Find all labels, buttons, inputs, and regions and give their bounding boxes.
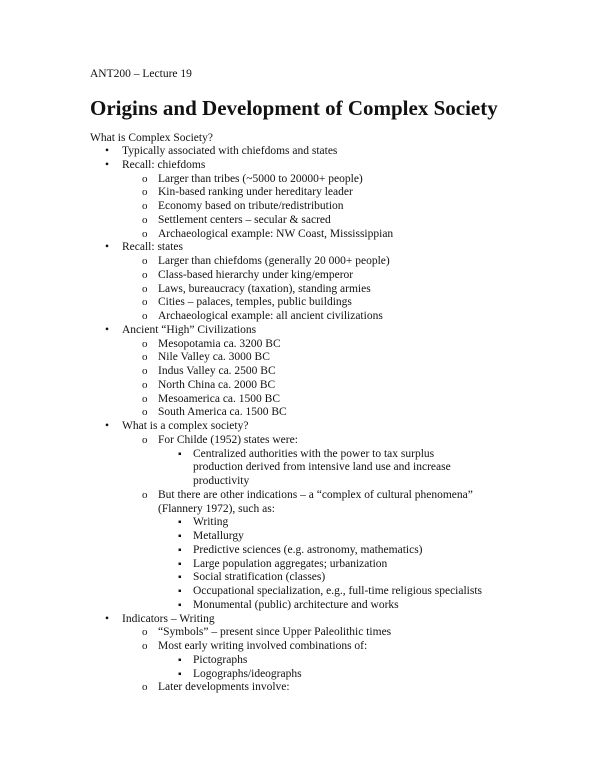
list-item-text: Recall: chiefdoms bbox=[122, 158, 206, 171]
bullet-icon: • bbox=[105, 323, 110, 336]
list-item-level-3 bbox=[178, 667, 302, 682]
list-item-text: Metallurgy bbox=[193, 530, 244, 542]
list-item-text: Logographs/ideographs bbox=[193, 667, 302, 680]
list-item-level-2 bbox=[142, 337, 281, 352]
list-item-level-3 bbox=[178, 585, 483, 599]
list-item-level-2 bbox=[142, 351, 270, 365]
list-item-level-2 bbox=[142, 626, 392, 640]
bullet-icon: o bbox=[142, 378, 148, 391]
list-item-level-2 bbox=[142, 378, 276, 393]
list-item-text: Monumental (public) architecture and works bbox=[193, 598, 399, 611]
list-item-text: Nile Valley ca. 3000 BC bbox=[158, 351, 270, 364]
list-item-text: Predictive sciences (e.g. astronomy, mathematics) bbox=[193, 543, 423, 556]
list-item-level-1 bbox=[105, 420, 249, 434]
list-item-level-2 bbox=[142, 255, 390, 269]
list-item-text: Ancient “High” Civilizations bbox=[122, 323, 257, 336]
bullet-icon: ▪ bbox=[178, 544, 182, 556]
list-item-level-1 bbox=[105, 612, 215, 627]
bullet-icon: o bbox=[142, 282, 148, 295]
list-item-level-3 bbox=[178, 543, 423, 558]
list-item-text: Indus Valley ca. 2500 BC bbox=[158, 365, 276, 377]
list-item-text: Economy based on tribute/redistribution bbox=[158, 200, 344, 212]
list-item-text: Larger than tribes (~5000 to 20000+ people) bbox=[158, 172, 363, 185]
bullet-icon: ▪ bbox=[178, 448, 182, 460]
list-item-text: Laws, bureaucracy (taxation), standing armies bbox=[158, 282, 371, 295]
bullet-icon: o bbox=[142, 626, 148, 639]
list-item-text: Archaeological example: NW Coast, Mississippian bbox=[158, 227, 394, 240]
list-item-text: Settlement centers – secular & sacred bbox=[158, 213, 331, 226]
list-item-level-2 bbox=[142, 488, 473, 503]
bullet-icon: ▪ bbox=[178, 654, 182, 666]
bullet-icon: ▪ bbox=[178, 531, 182, 542]
list-item-text: production derived from intensive land use and increase bbox=[193, 461, 451, 474]
list-item-level-1 bbox=[105, 145, 338, 159]
list-item-text: Large population aggregates; urbanization bbox=[193, 557, 388, 570]
list-item-text: For Childe (1952) states were: bbox=[158, 433, 298, 446]
list-item-level-2 bbox=[142, 200, 344, 214]
list-item-level-2 bbox=[142, 282, 371, 297]
list-item-text: North China ca. 2000 BC bbox=[158, 378, 276, 391]
bullet-icon: ▪ bbox=[178, 572, 182, 584]
list-item-text: South America ca. 1500 BC bbox=[158, 406, 287, 419]
list-item-level-3 bbox=[178, 447, 435, 462]
page-title: Origins and Development of Complex Society bbox=[90, 96, 498, 120]
bullet-icon: o bbox=[142, 365, 148, 377]
list-item-text: Class-based hierarchy under king/emperor bbox=[158, 268, 354, 281]
list-item-level-3 bbox=[178, 653, 248, 668]
bullet-icon: • bbox=[105, 145, 110, 157]
bullet-icon: o bbox=[142, 227, 148, 240]
list-item-text: Archaeological example: all ancient civilizations bbox=[158, 310, 383, 322]
list-item-text: Mesoamerica ca. 1500 BC bbox=[158, 392, 280, 405]
list-item-text: Later developments involve: bbox=[158, 681, 290, 694]
bullet-icon: ▪ bbox=[178, 668, 182, 680]
list-item-continuation bbox=[193, 475, 249, 489]
bullet-icon: o bbox=[142, 681, 148, 694]
bullet-icon: o bbox=[142, 406, 148, 419]
list-item-level-3 bbox=[178, 557, 388, 572]
list-item-text: Writing bbox=[193, 516, 229, 529]
list-item-text: Social stratification (classes) bbox=[193, 571, 326, 584]
list-item-level-2 bbox=[142, 365, 276, 379]
list-item-level-2 bbox=[142, 310, 383, 324]
list-item-level-3 bbox=[178, 530, 244, 544]
bullet-icon: ▪ bbox=[178, 586, 182, 597]
bullet-icon: o bbox=[142, 200, 148, 212]
bullet-icon: o bbox=[142, 351, 148, 364]
list-item-continuation bbox=[193, 461, 451, 475]
list-item-text: productivity bbox=[193, 475, 250, 487]
list-item-text: (Flannery 1972), such as: bbox=[158, 502, 275, 515]
list-item-level-1 bbox=[105, 158, 206, 173]
list-item-text: But there are other indications – a “complex of cultural phenomena” bbox=[158, 488, 473, 501]
bullet-icon: o bbox=[142, 337, 148, 350]
list-item-text: Indicators – Writing bbox=[122, 612, 215, 625]
list-item-text: Occupational specialization, e.g., full-time religious specialists bbox=[193, 585, 483, 597]
bullet-icon: ▪ bbox=[178, 517, 182, 529]
list-item-text: Kin-based ranking under hereditary leader bbox=[158, 186, 353, 199]
bullet-icon: • bbox=[105, 612, 110, 625]
bullet-icon: • bbox=[105, 158, 110, 171]
list-item-text: Cities – palaces, temples, public buildings bbox=[158, 296, 352, 309]
list-item-level-2 bbox=[142, 681, 290, 695]
list-item-text: Centralized authorities with the power to tax surplus bbox=[193, 447, 435, 460]
list-item-level-3 bbox=[178, 571, 326, 585]
list-item-text: Larger than chiefdoms (generally 20 000+ people) bbox=[158, 255, 390, 267]
bullet-icon: o bbox=[142, 172, 148, 185]
course-label: ANT200 – Lecture 19 bbox=[90, 68, 192, 80]
list-item-text: Recall: states bbox=[122, 241, 183, 254]
list-item-level-3 bbox=[178, 516, 229, 530]
bullet-icon: o bbox=[142, 268, 148, 281]
list-item-text: “Symbols” – present since Upper Paleolithic times bbox=[158, 626, 392, 639]
bullet-icon: ▪ bbox=[178, 558, 182, 570]
bullet-icon: o bbox=[142, 186, 148, 199]
list-item-level-3 bbox=[178, 598, 399, 613]
list-item-text: Most early writing involved combinations of: bbox=[158, 640, 368, 652]
bullet-icon: o bbox=[142, 310, 148, 322]
list-item-text: Mesopotamia ca. 3200 BC bbox=[158, 337, 281, 350]
list-item-level-2 bbox=[142, 186, 353, 200]
bullet-icon: ▪ bbox=[178, 599, 182, 611]
list-item-level-1 bbox=[105, 323, 257, 338]
bullet-icon: • bbox=[105, 241, 110, 254]
list-item-text: Pictographs bbox=[193, 653, 248, 666]
bullet-icon: o bbox=[142, 255, 148, 267]
list-item-level-2 bbox=[142, 640, 368, 654]
list-item-level-2 bbox=[142, 296, 352, 310]
bullet-icon: o bbox=[142, 640, 148, 652]
list-item-level-2 bbox=[142, 433, 298, 448]
bullet-icon: • bbox=[105, 420, 110, 432]
bullet-icon: o bbox=[142, 488, 148, 501]
list-item-level-2 bbox=[142, 392, 280, 407]
list-item-continuation bbox=[158, 503, 275, 517]
bullet-icon: o bbox=[142, 213, 148, 226]
list-item-level-2 bbox=[142, 268, 354, 283]
bullet-icon: o bbox=[142, 392, 148, 405]
list-item-level-2 bbox=[142, 227, 394, 242]
list-item-level-2 bbox=[142, 172, 363, 187]
bullet-icon: o bbox=[142, 433, 148, 446]
list-item-level-2 bbox=[142, 406, 287, 420]
list-item-level-2 bbox=[142, 213, 331, 228]
section-heading: What is Complex Society? bbox=[90, 132, 213, 144]
bullet-icon: o bbox=[142, 296, 148, 309]
list-item-text: What is a complex society? bbox=[122, 420, 249, 432]
list-item-text: Typically associated with chiefdoms and states bbox=[122, 145, 338, 157]
list-item-level-1 bbox=[105, 241, 183, 255]
